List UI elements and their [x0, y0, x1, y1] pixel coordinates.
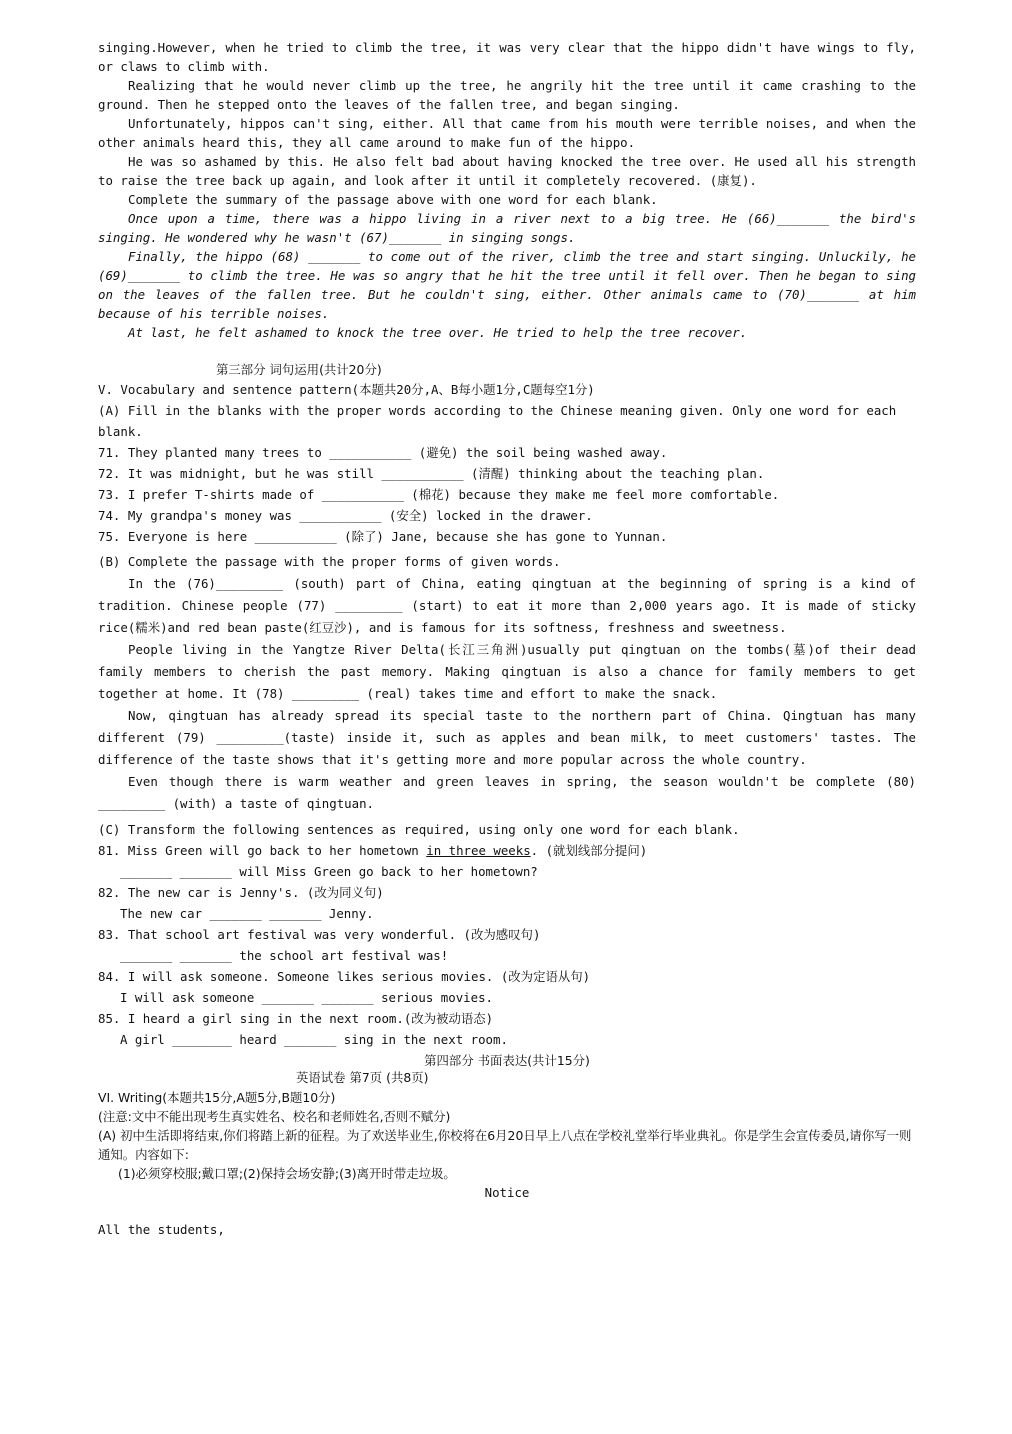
- part4-title: 第四部分 书面表达(共计15分): [424, 1053, 590, 1068]
- section-v-title: V. Vocabulary and sentence pattern(本题共20分,A、B每小题1分,C题每空1分): [98, 382, 595, 397]
- question-82: 82. The new car is Jenny's. (改为同义句): [98, 885, 384, 900]
- passage-paragraph: Realizing that he would never climb up the tree, he angrily hit the tree until it came crashing to the ground. Then he stepped onto the leaves of the fallen tree, and began singing.: [98, 78, 916, 112]
- notice-title: Notice: [484, 1185, 530, 1200]
- page-footer: 英语试卷 第7页 (共8页): [296, 1070, 429, 1085]
- section-c-instruction: (C) Transform the following sentences as required, using only one word for each blank.: [98, 822, 740, 837]
- writing-a-points: (1)必须穿校服;戴口罩;(2)保持会场安静;(3)离开时带走垃圾。: [118, 1166, 456, 1181]
- part3-title: 第三部分 词句运用(共计20分): [216, 362, 382, 377]
- answer-82: The new car _______ _______ Jenny.: [120, 906, 374, 921]
- answer-81: _______ _______ will Miss Green go back to her hometown?: [120, 864, 538, 879]
- question-84: 84. I will ask someone. Someone likes serious movies. (改为定语从句): [98, 969, 591, 984]
- vocab-item: 74. My grandpa's money was ___________ (安全) locked in the drawer.: [98, 508, 593, 523]
- vocab-item: 72. It was midnight, but he was still ___________ (清醒) thinking about the teaching plan.: [98, 466, 765, 481]
- passage-paragraph: Unfortunately, hippos can't sing, either. All that came from his mouth were terrible noises, and when the other animals heard this, they all came around to make fun of the hippo.: [98, 116, 916, 150]
- summary-paragraph: Finally, the hippo (68) _______ to come out of the river, climb the tree and start singing. Unluckily, he (69)_______ to climb the tree. He was so angry that he hit the tree until it fell over. Then he began to sing on the leaves of the fallen tree. But he couldn't sing, either. Other animals came to (70)_______ at him because of his terrible noises.: [98, 249, 916, 321]
- section-b-paragraph: In the (76)_________ (south) part of China, eating qingtuan at the beginning of spring is a kind of tradition. Chinese people (77) _________ (start) to eat it more than 2,000 years ago. It is made of sticky rice(糯米)and red bean paste(红豆沙), and is famous for its softness, freshness and sweetness.: [98, 576, 916, 635]
- answer-85: A girl ________ heard _______ sing in the next room.: [120, 1032, 508, 1047]
- summary-instruction: Complete the summary of the passage above with one word for each blank.: [128, 192, 658, 207]
- writing-a-task: (A) 初中生活即将结束,你们将踏上新的征程。为了欢送毕业生,你校将在6月20日早上八点在学校礼堂举行毕业典礼。你是学生会宣传委员,请你写一则通知。内容如下:: [98, 1128, 912, 1162]
- passage-paragraph: singing.However, when he tried to climb the tree, it was very clear that the hippo didn't have wings to fly, or claws to climb with.: [98, 40, 916, 74]
- q81-before: 81. Miss Green will go back to her hometown: [98, 843, 427, 858]
- section-b-paragraph: People living in the Yangtze River Delta(长江三角洲)usually put qingtuan on the tombs(墓)of their dead family members to cherish the past memory. Making qingtuan is also a chance for family members to get together at home. It (78) _________ (real) takes time and effort to make the snack.: [98, 642, 916, 701]
- section-b-paragraph: Even though there is warm weather and green leaves in spring, the season wouldn't be complete (80) _________ (with) a taste of qingtuan.: [98, 774, 916, 811]
- exam-page: [98, 38, 916, 1239]
- answer-84: I will ask someone _______ _______ serious movies.: [120, 990, 493, 1005]
- vocab-item: 75. Everyone is here ___________ (除了) Jane, because she has gone to Yunnan.: [98, 529, 668, 544]
- section-vi-title: VI. Writing(本题共15分,A题5分,B题10分): [98, 1090, 336, 1105]
- answer-83: _______ _______ the school art festival was!: [120, 948, 449, 963]
- notice-greeting: All the students,: [98, 1222, 225, 1237]
- question-85: 85. I heard a girl sing in the next room.(改为被动语态): [98, 1011, 494, 1026]
- section-a-instruction: (A) Fill in the blanks with the proper words according to the Chinese meaning given. Only one word for each blank.: [98, 403, 897, 439]
- summary-paragraph: Once upon a time, there was a hippo living in a river next to a big tree. He (66)_______ the bird's singing. He wondered why he wasn't (67)_______ in singing songs.: [98, 211, 916, 245]
- vocab-item: 73. I prefer T-shirts made of ___________ (棉花) because they make me feel more comfortable.: [98, 487, 780, 502]
- section-b-instruction: (B) Complete the passage with the proper forms of given words.: [98, 554, 561, 569]
- section-b-paragraph: Now, qingtuan has already spread its special taste to the northern part of China. Qingtuan has many different (79) _________(taste) inside it, such as apples and bean milk, to meet customers' tastes. The difference of the taste shows that it's getting more and more popular across the whole country.: [98, 708, 916, 767]
- passage-paragraph: He was so ashamed by this. He also felt bad about having knocked the tree over. He used all his strength to raise the tree back up again, and look after it until it completely recovered. (康复).: [98, 154, 916, 188]
- summary-paragraph: At last, he felt ashamed to knock the tree over. He tried to help the tree recover.: [128, 325, 748, 340]
- q81-after: . (就划线部分提问): [530, 843, 648, 858]
- q81-underlined: in three weeks: [426, 843, 531, 858]
- question-81: [98, 840, 916, 861]
- vocab-item: 71. They planted many trees to ___________ (避免) the soil being washed away.: [98, 445, 668, 460]
- question-83: 83. That school art festival was very wonderful. (改为感叹句): [98, 927, 541, 942]
- writing-note: (注意:文中不能出现考生真实姓名、校名和老师姓名,否则不赋分): [98, 1109, 451, 1124]
